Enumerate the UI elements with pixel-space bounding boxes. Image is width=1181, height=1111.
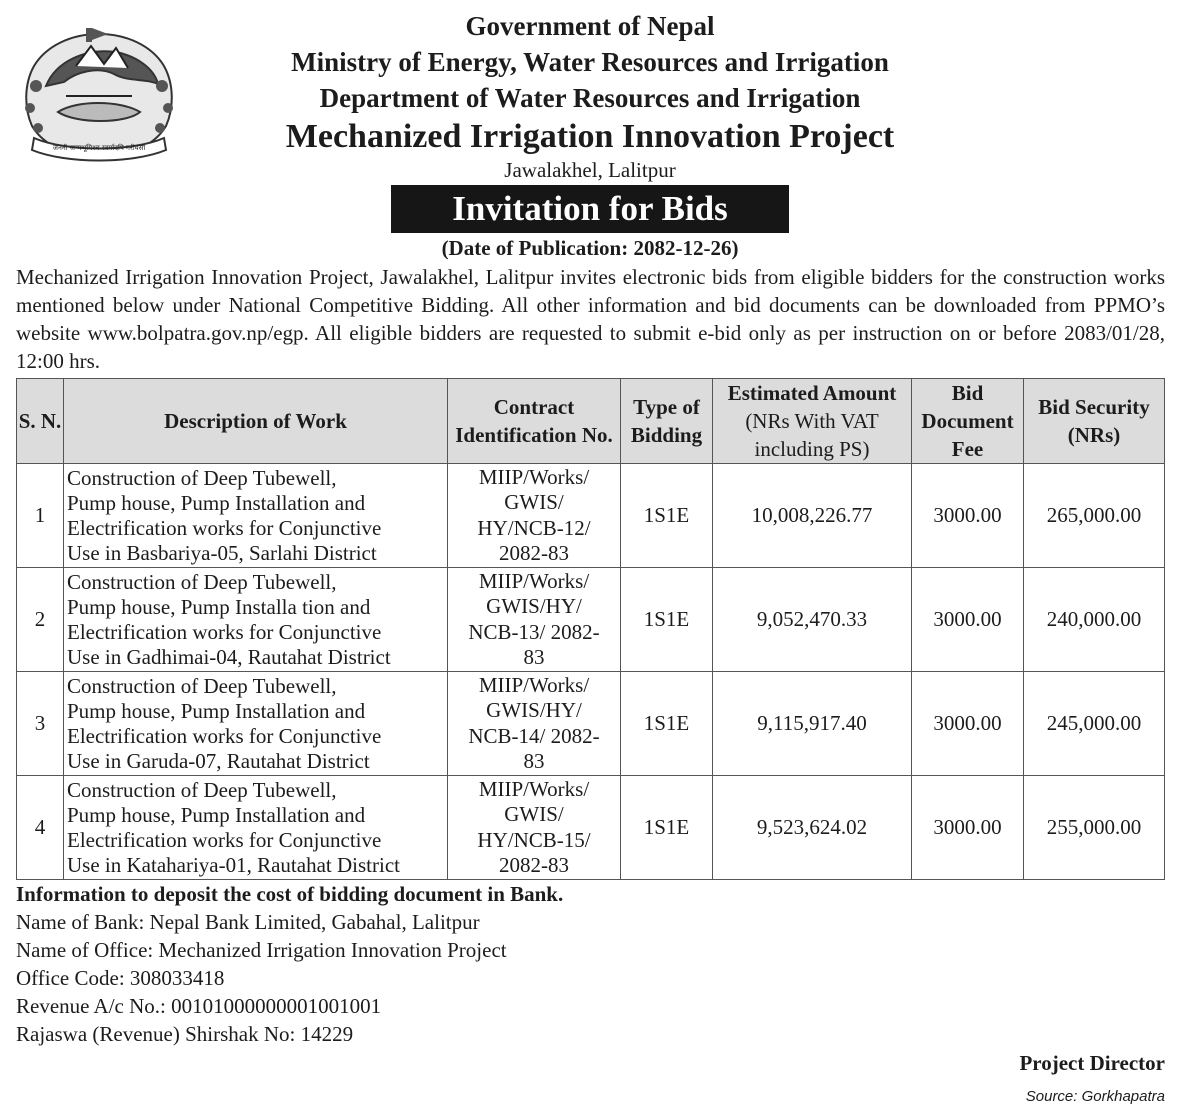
cell-contract-id xyxy=(448,568,621,672)
cell-fee: 3000.00 xyxy=(912,568,1024,672)
rajaswa-shirshak: Rajaswa (Revenue) Shirshak No: 14229 xyxy=(16,1022,354,1046)
cid-line: HY/NCB-15/ xyxy=(477,827,591,852)
cell-estimated: 10,008,226.77 xyxy=(713,464,912,568)
bank-info-heading: Information to deposit the cost of bidding document in Bank. xyxy=(16,882,564,906)
cell-security: 245,000.00 xyxy=(1024,672,1165,776)
desc-line: Construction of Deep Tubewell, xyxy=(67,777,337,802)
cell-sn: 2 xyxy=(17,568,64,672)
page-title: Invitation for Bids xyxy=(391,185,789,233)
header-estimated xyxy=(713,379,912,464)
intro-paragraph: Mechanized Irrigation Innovation Project, Jawalakhel, Lalitpur invites electronic bids from eligible bidders for the construction works mentioned below under National Competitive Bidding. All other information and bid documents can be downloaded from PPMO’s website www.bolpatra.gov.np/egp. All eligible bidders are requested to submit e-bid only as per instruction on or before 2083/01/28, 12:00 hrs. xyxy=(16,265,1165,373)
desc-line: Use in Basbariya-05, Sarlahi District xyxy=(67,540,377,565)
desc-line: Use in Gadhimai-04, Rautahat District xyxy=(67,644,391,669)
signatory: Project Director xyxy=(1019,1051,1165,1075)
header-ministry: Ministry of Energy, Water Resources and Irrigation xyxy=(291,47,889,77)
header-department: Department of Water Resources and Irrigation xyxy=(319,83,861,113)
table-row xyxy=(17,776,1165,880)
cell-security: 265,000.00 xyxy=(1024,464,1165,568)
table-row xyxy=(17,672,1165,776)
cid-line: MIIP/Works/ xyxy=(478,672,590,697)
cid-line: GWIS/ xyxy=(504,490,564,514)
desc-line: Pump house, Pump Installa tion and xyxy=(67,594,371,619)
cell-type: 1S1E xyxy=(621,464,713,568)
cell-contract-id xyxy=(448,776,621,880)
cid-line: MIIP/Works/ xyxy=(478,568,590,593)
cell-fee: 3000.00 xyxy=(912,464,1024,568)
cid-line: MIIP/Works/ xyxy=(478,464,590,489)
desc-line: Construction of Deep Tubewell, xyxy=(67,673,337,698)
header-contract-id: Contract Identification No. xyxy=(448,379,621,464)
header-description: Description of Work xyxy=(64,379,448,464)
publication-date: (Date of Publication: 2082-12-26) xyxy=(441,236,739,260)
office-name: Name of Office: Mechanized Irrigation Innovation Project xyxy=(16,938,507,962)
cell-estimated: 9,523,624.02 xyxy=(713,776,912,880)
cell-sn: 1 xyxy=(17,464,64,568)
header-estimated-sub: (NRs With VAT including PS) xyxy=(745,409,879,461)
cid-line: MIIP/Works/ xyxy=(478,776,590,801)
cell-type: 1S1E xyxy=(621,568,713,672)
cid-line: 83 xyxy=(523,749,545,773)
desc-line: Use in Garuda-07, Rautahat District xyxy=(67,748,370,773)
desc-line: Electrification works for Conjunctive xyxy=(67,515,382,540)
cell-estimated: 9,052,470.33 xyxy=(713,568,912,672)
cell-type: 1S1E xyxy=(621,672,713,776)
bank-info xyxy=(16,880,916,1048)
revenue-account: Revenue A/c No.: 00101000000001001001 xyxy=(16,994,382,1018)
cid-line: GWIS/HY/ xyxy=(486,698,582,722)
header-security: Bid Security (NRs) xyxy=(1024,379,1165,464)
desc-line: Pump house, Pump Installation and xyxy=(67,802,366,827)
cell-description xyxy=(64,464,448,568)
desc-line: Use in Katahariya-01, Rautahat District xyxy=(67,852,400,877)
cid-line: HY/NCB-12/ xyxy=(477,515,591,540)
cell-sn: 3 xyxy=(17,672,64,776)
cell-contract-id xyxy=(448,672,621,776)
cell-security: 240,000.00 xyxy=(1024,568,1165,672)
desc-line: Construction of Deep Tubewell, xyxy=(67,569,337,594)
table-row xyxy=(17,464,1165,568)
header-type: Type of Bidding xyxy=(621,379,713,464)
desc-line: Electrification works for Conjunctive xyxy=(67,723,382,748)
header-fee: Bid Document Fee xyxy=(912,379,1024,464)
source-credit: Source: Gorkhapatra xyxy=(1025,1088,1165,1105)
table-row xyxy=(17,568,1165,672)
desc-line: Electrification works for Conjunctive xyxy=(67,619,382,644)
cell-sn: 4 xyxy=(17,776,64,880)
cid-line: GWIS/HY/ xyxy=(486,594,582,618)
desc-line: Construction of Deep Tubewell, xyxy=(67,465,337,490)
cell-fee: 3000.00 xyxy=(912,776,1024,880)
cid-line: NCB-14/ 2082- xyxy=(468,723,600,748)
cid-line: 2082-83 xyxy=(499,853,569,877)
desc-line: Pump house, Pump Installation and xyxy=(67,490,366,515)
header-project: Mechanized Irrigation Innovation Project xyxy=(285,118,895,155)
svg-text:जननी जन्मभूमिश्च स्वर्गादपि गर: जननी जन्मभूमिश्च स्वर्गादपि गरीयसी xyxy=(52,144,146,152)
nepal-emblem-icon xyxy=(16,26,182,168)
header-estimated-main: Estimated Amount xyxy=(727,381,897,405)
bids-table xyxy=(16,378,1165,880)
cid-line: GWIS/ xyxy=(504,802,564,826)
header-government: Government of Nepal xyxy=(465,11,715,41)
cell-description xyxy=(64,568,448,672)
cell-description xyxy=(64,776,448,880)
cell-description xyxy=(64,672,448,776)
desc-line: Pump house, Pump Installation and xyxy=(67,698,366,723)
bank-name: Name of Bank: Nepal Bank Limited, Gabahal, Lalitpur xyxy=(16,910,480,934)
office-code: Office Code: 308033418 xyxy=(16,966,225,990)
cell-type: 1S1E xyxy=(621,776,713,880)
cell-security: 255,000.00 xyxy=(1024,776,1165,880)
desc-line: Electrification works for Conjunctive xyxy=(67,827,382,852)
cell-estimated: 9,115,917.40 xyxy=(713,672,912,776)
cell-contract-id xyxy=(448,464,621,568)
cid-line: NCB-13/ 2082- xyxy=(468,619,600,644)
cell-fee: 3000.00 xyxy=(912,672,1024,776)
header-sn: S. N. xyxy=(17,379,64,464)
table-header-row xyxy=(17,379,1165,464)
cid-line: 2082-83 xyxy=(499,541,569,565)
cid-line: 83 xyxy=(523,645,545,669)
header-location: Jawalakhel, Lalitpur xyxy=(504,158,676,182)
